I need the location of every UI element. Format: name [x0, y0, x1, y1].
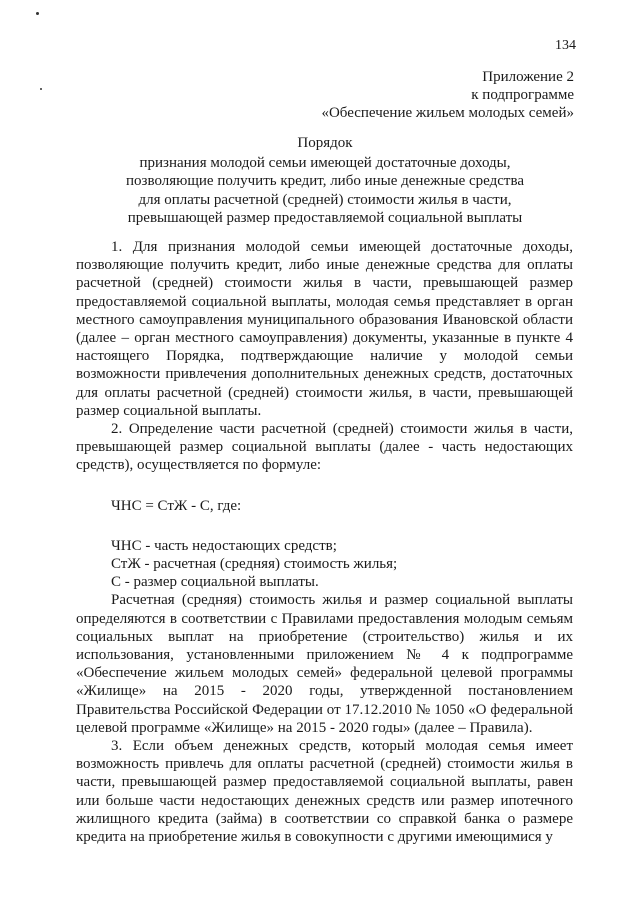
- definition-item: С - размер социальной выплаты.: [111, 574, 319, 591]
- page-number: 134: [555, 38, 576, 53]
- formula: ЧНС = СтЖ - С, где:: [111, 497, 242, 514]
- title-heading: Порядок: [297, 135, 353, 151]
- title-line: признания молодой семьи имеющей достаточные доходы,: [139, 154, 511, 171]
- appendix-header: [321, 68, 574, 122]
- title-line: для оплаты расчетной (средней) стоимости жилья в части,: [138, 191, 512, 208]
- paragraph-calculation: Расчетная (средняя) стоимость жилья и размер социальной выплаты определяются в соответствии с Правилами предоставления молодым семьям социальных выплат на приобретение (строительство) жилья и их использования, установленными приложением № 4 к подпрограмме «Обеспечение жильем молодых семей» федеральной целевой программы «Жилище» на 2015 - 2020 годы, утвержденной постановлением Правительства Российской Федерации от 17.12.2010 № 1050 «О федеральной целевой программе «Жилище» на 2015 - 2020 годы» (далее – Правила).: [76, 592, 573, 736]
- paragraph-1: 1. Для признания молодой семьи имеющей достаточные доходы, позволяющие получить кредит, либо иные денежные средства для оплаты расчетной (средней) стоимости жилья в части, превышающей размер предоставляемой социальной выплаты, молодая семья представляет в орган местного самоуправления муниципального образования Ивановской области (далее – орган местного самоуправления) документы, указанные в пункте 4 настоящего Порядка, подтверждающие наличие у молодой семьи возможности привлечения дополнительных денежных средств, достаточных для оплаты расчетной (средней) стоимости жилья, в части, превышающей размер социальной выплаты.: [76, 239, 573, 419]
- definition-item: СтЖ - расчетная (средняя) стоимость жилья;: [111, 556, 398, 573]
- appendix-line: «Обеспечение жильем молодых семей»: [321, 105, 574, 121]
- document-title: [60, 134, 590, 228]
- scan-speck: [40, 88, 42, 90]
- title-line: позволяющие получить кредит, либо иные денежные средства: [126, 173, 524, 189]
- paragraph-2: 2. Определение части расчетной (средней) стоимости жилья в части, превышающей размер социальной выплаты (далее - часть недостающих средств), осуществляется по формуле:: [76, 421, 573, 474]
- document-body: [76, 238, 573, 846]
- appendix-line: Приложение 2: [482, 69, 574, 85]
- paragraph-3: 3. Если объем денежных средств, который молодая семья имеет возможность привлечь для оплаты расчетной (средней) стоимости жилья в части, превышающей размер предоставляемой социальной выплаты, равен или больше части недостающих денежных средств или размер ипотечного жилищного кредита (займа) в соответствии со справкой банка о размере кредита на приобретение жилья в совокупности с другими имеющимися у: [76, 738, 573, 846]
- appendix-line: к подпрограмме: [471, 87, 574, 103]
- definition-item: ЧНС - часть недостающих средств;: [111, 537, 337, 554]
- scan-speck: [36, 12, 39, 15]
- title-line: превышающей размер предоставляемой социальной выплаты: [127, 210, 523, 226]
